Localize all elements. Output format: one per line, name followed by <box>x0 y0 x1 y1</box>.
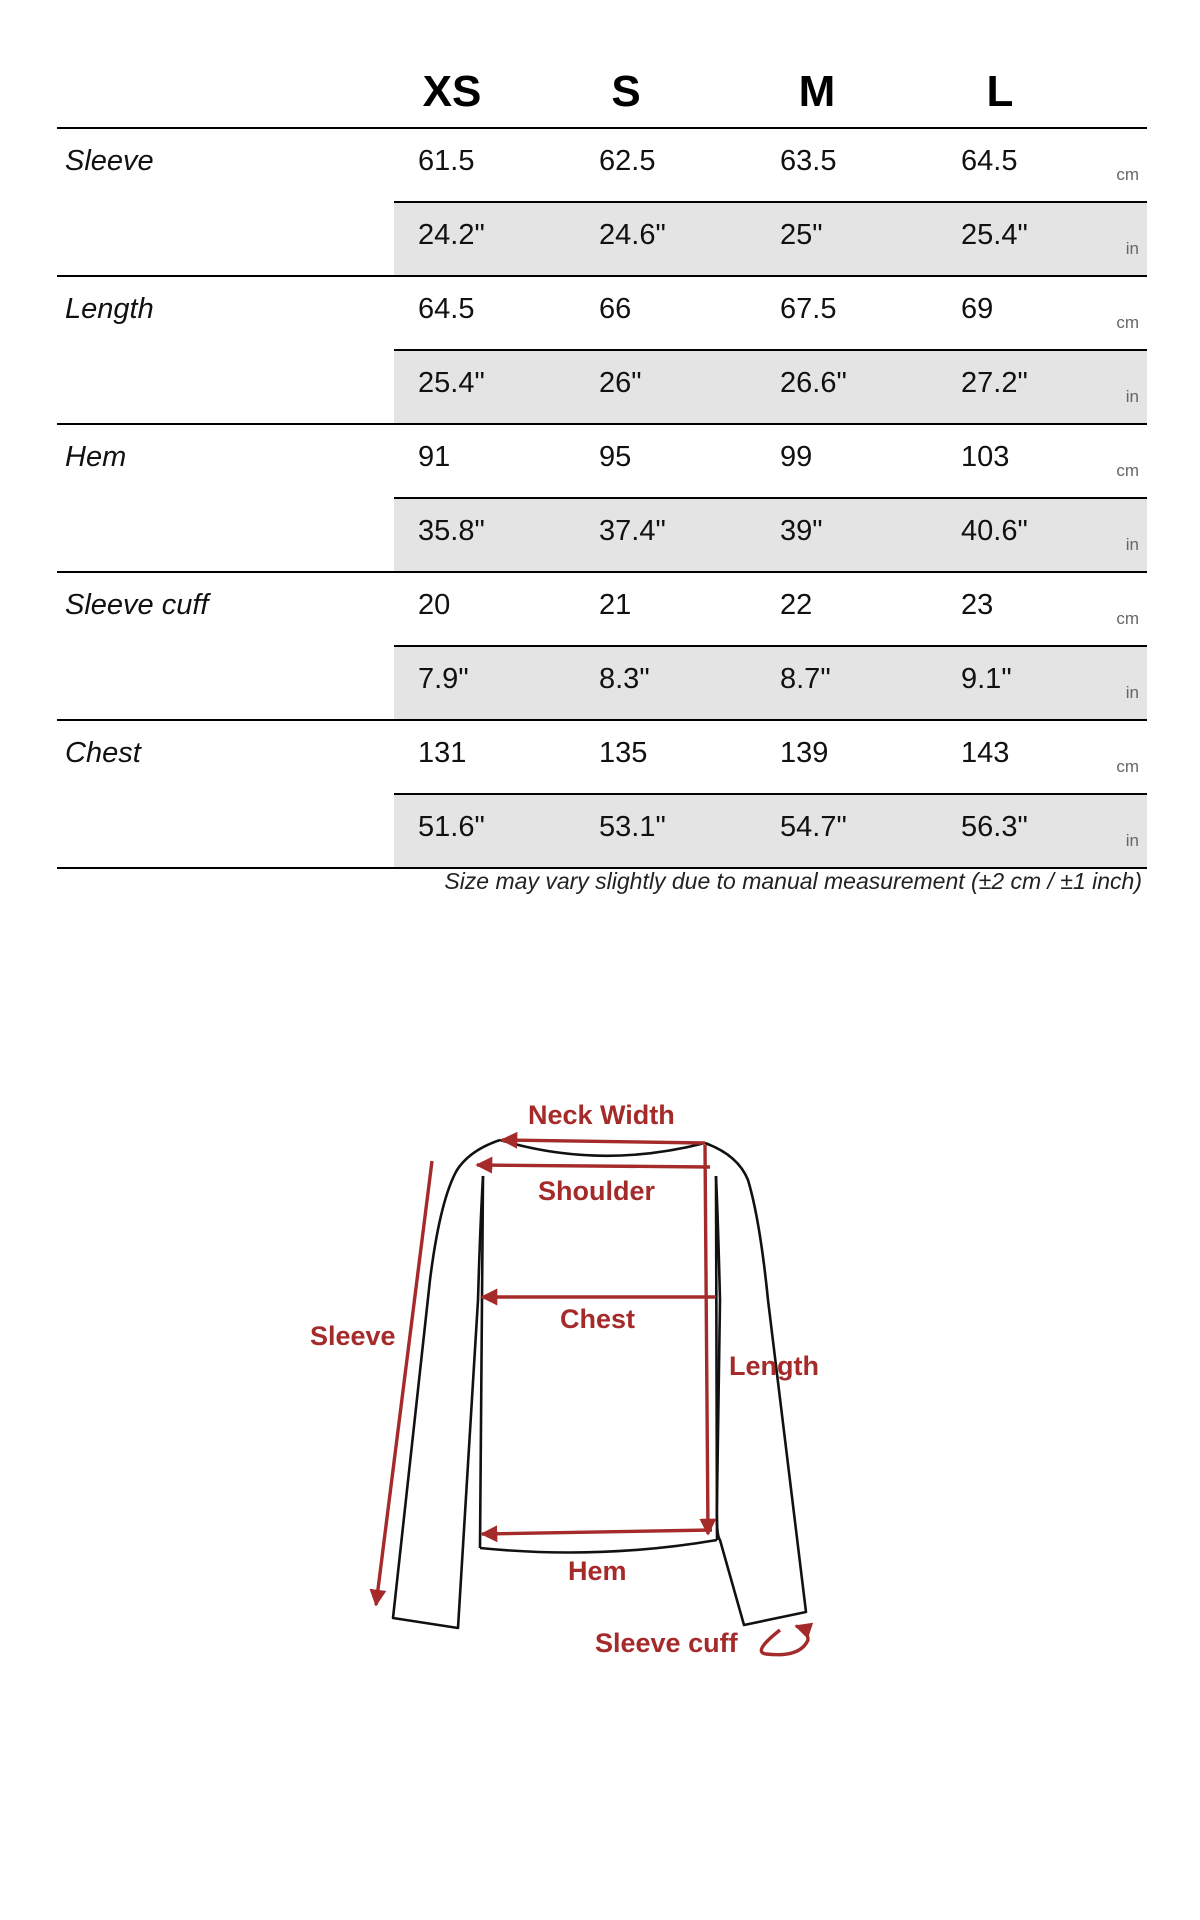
measure-label: Hem <box>65 441 127 473</box>
measure-group-hem <box>57 425 1147 573</box>
value-cell: 26.6" <box>780 367 847 399</box>
inch-row <box>394 201 1147 275</box>
value-cell: 23 <box>961 589 994 621</box>
size-label-l: L <box>986 67 1014 116</box>
value-cell: 139 <box>780 737 829 769</box>
value-cell: 69 <box>961 293 994 325</box>
cm-row <box>394 721 1147 793</box>
measure-label: Sleeve <box>65 145 154 177</box>
unit-label-in: in <box>1125 239 1139 258</box>
sweater-outline <box>393 1140 806 1628</box>
value-cell: 20 <box>418 589 451 621</box>
size-label-m: M <box>798 67 836 116</box>
inch-row <box>394 793 1147 867</box>
unit-label-cm: cm <box>1116 757 1139 776</box>
unit-label-cm: cm <box>1116 313 1139 332</box>
size-label-s: S <box>611 67 641 116</box>
hem-label: Hem <box>568 1556 627 1586</box>
measure-group-chest <box>57 721 1147 869</box>
body-hem <box>480 1540 717 1553</box>
value-cell: 143 <box>961 737 1010 769</box>
value-cell: 67.5 <box>780 293 837 325</box>
value-cell: 61.5 <box>418 145 475 177</box>
size-table <box>57 127 1147 869</box>
value-cell: 131 <box>418 737 467 769</box>
sleeve-cuff-label: Sleeve cuff <box>595 1628 738 1658</box>
sleeve-arrow <box>376 1161 432 1605</box>
shoulder-arrow <box>477 1165 710 1167</box>
value-cell: 25" <box>780 219 823 251</box>
neck-width-arrow <box>502 1140 705 1143</box>
inch-row <box>394 497 1147 571</box>
value-cell: 25.4" <box>961 219 1028 251</box>
neck-width-label: Neck Width <box>528 1100 675 1130</box>
measure-group-length <box>57 277 1147 425</box>
unit-label-cm: cm <box>1116 165 1139 184</box>
sleeve-label: Sleeve <box>310 1321 396 1351</box>
value-cell: 24.2" <box>418 219 485 251</box>
measure-label: Sleeve cuff <box>65 589 209 621</box>
value-cell: 54.7" <box>780 811 847 843</box>
inch-row <box>394 349 1147 423</box>
cm-row <box>394 573 1147 645</box>
value-cell: 91 <box>418 441 451 473</box>
unit-label-cm: cm <box>1116 461 1139 480</box>
value-cell: 37.4" <box>599 515 666 547</box>
value-cell: 25.4" <box>418 367 485 399</box>
length-label: Length <box>729 1351 819 1381</box>
value-cell: 24.6" <box>599 219 666 251</box>
length-arrow <box>705 1145 708 1534</box>
measure-group-sleeve-cuff <box>57 573 1147 721</box>
sleeve-cuff-arrow <box>761 1626 808 1655</box>
unit-label-cm: cm <box>1116 609 1139 628</box>
value-cell: 103 <box>961 441 1010 473</box>
body-right-side <box>716 1176 717 1540</box>
value-cell: 56.3" <box>961 811 1028 843</box>
measure-label: Chest <box>65 737 141 769</box>
unit-label-in: in <box>1125 535 1139 554</box>
unit-label-in: in <box>1125 831 1139 850</box>
value-cell: 40.6" <box>961 515 1028 547</box>
cm-row <box>394 129 1147 201</box>
value-cell: 39" <box>780 515 823 547</box>
cm-row <box>394 425 1147 497</box>
value-cell: 26" <box>599 367 642 399</box>
value-cell: 9.1" <box>961 663 1012 695</box>
measure-group-sleeve <box>57 129 1147 277</box>
value-cell: 53.1" <box>599 811 666 843</box>
cm-row <box>394 277 1147 349</box>
shoulder-label: Shoulder <box>538 1176 656 1206</box>
value-cell: 35.8" <box>418 515 485 547</box>
value-cell: 135 <box>599 737 648 769</box>
value-cell: 64.5 <box>418 293 475 325</box>
value-cell: 8.7" <box>780 663 831 695</box>
measurement-footnote: Size may vary slightly due to manual measurement (±2 cm / ±1 inch) <box>444 868 1142 894</box>
right-sleeve-outline <box>705 1143 806 1625</box>
value-cell: 8.3" <box>599 663 650 695</box>
size-label-xs: XS <box>422 67 482 116</box>
value-cell: 95 <box>599 441 632 473</box>
inch-row <box>394 645 1147 719</box>
unit-label-in: in <box>1125 387 1139 406</box>
value-cell: 99 <box>780 441 813 473</box>
value-cell: 66 <box>599 293 632 325</box>
value-cell: 22 <box>780 589 813 621</box>
measure-label: Length <box>65 293 154 325</box>
hem-arrow <box>482 1530 712 1534</box>
value-cell: 51.6" <box>418 811 485 843</box>
value-cell: 27.2" <box>961 367 1028 399</box>
garment-diagram <box>0 1080 1200 1680</box>
value-cell: 64.5 <box>961 145 1018 177</box>
value-cell: 21 <box>599 589 632 621</box>
value-cell: 7.9" <box>418 663 469 695</box>
unit-label-in: in <box>1125 683 1139 702</box>
value-cell: 62.5 <box>599 145 656 177</box>
chest-label: Chest <box>560 1304 636 1334</box>
size-header <box>0 62 1200 122</box>
value-cell: 63.5 <box>780 145 837 177</box>
